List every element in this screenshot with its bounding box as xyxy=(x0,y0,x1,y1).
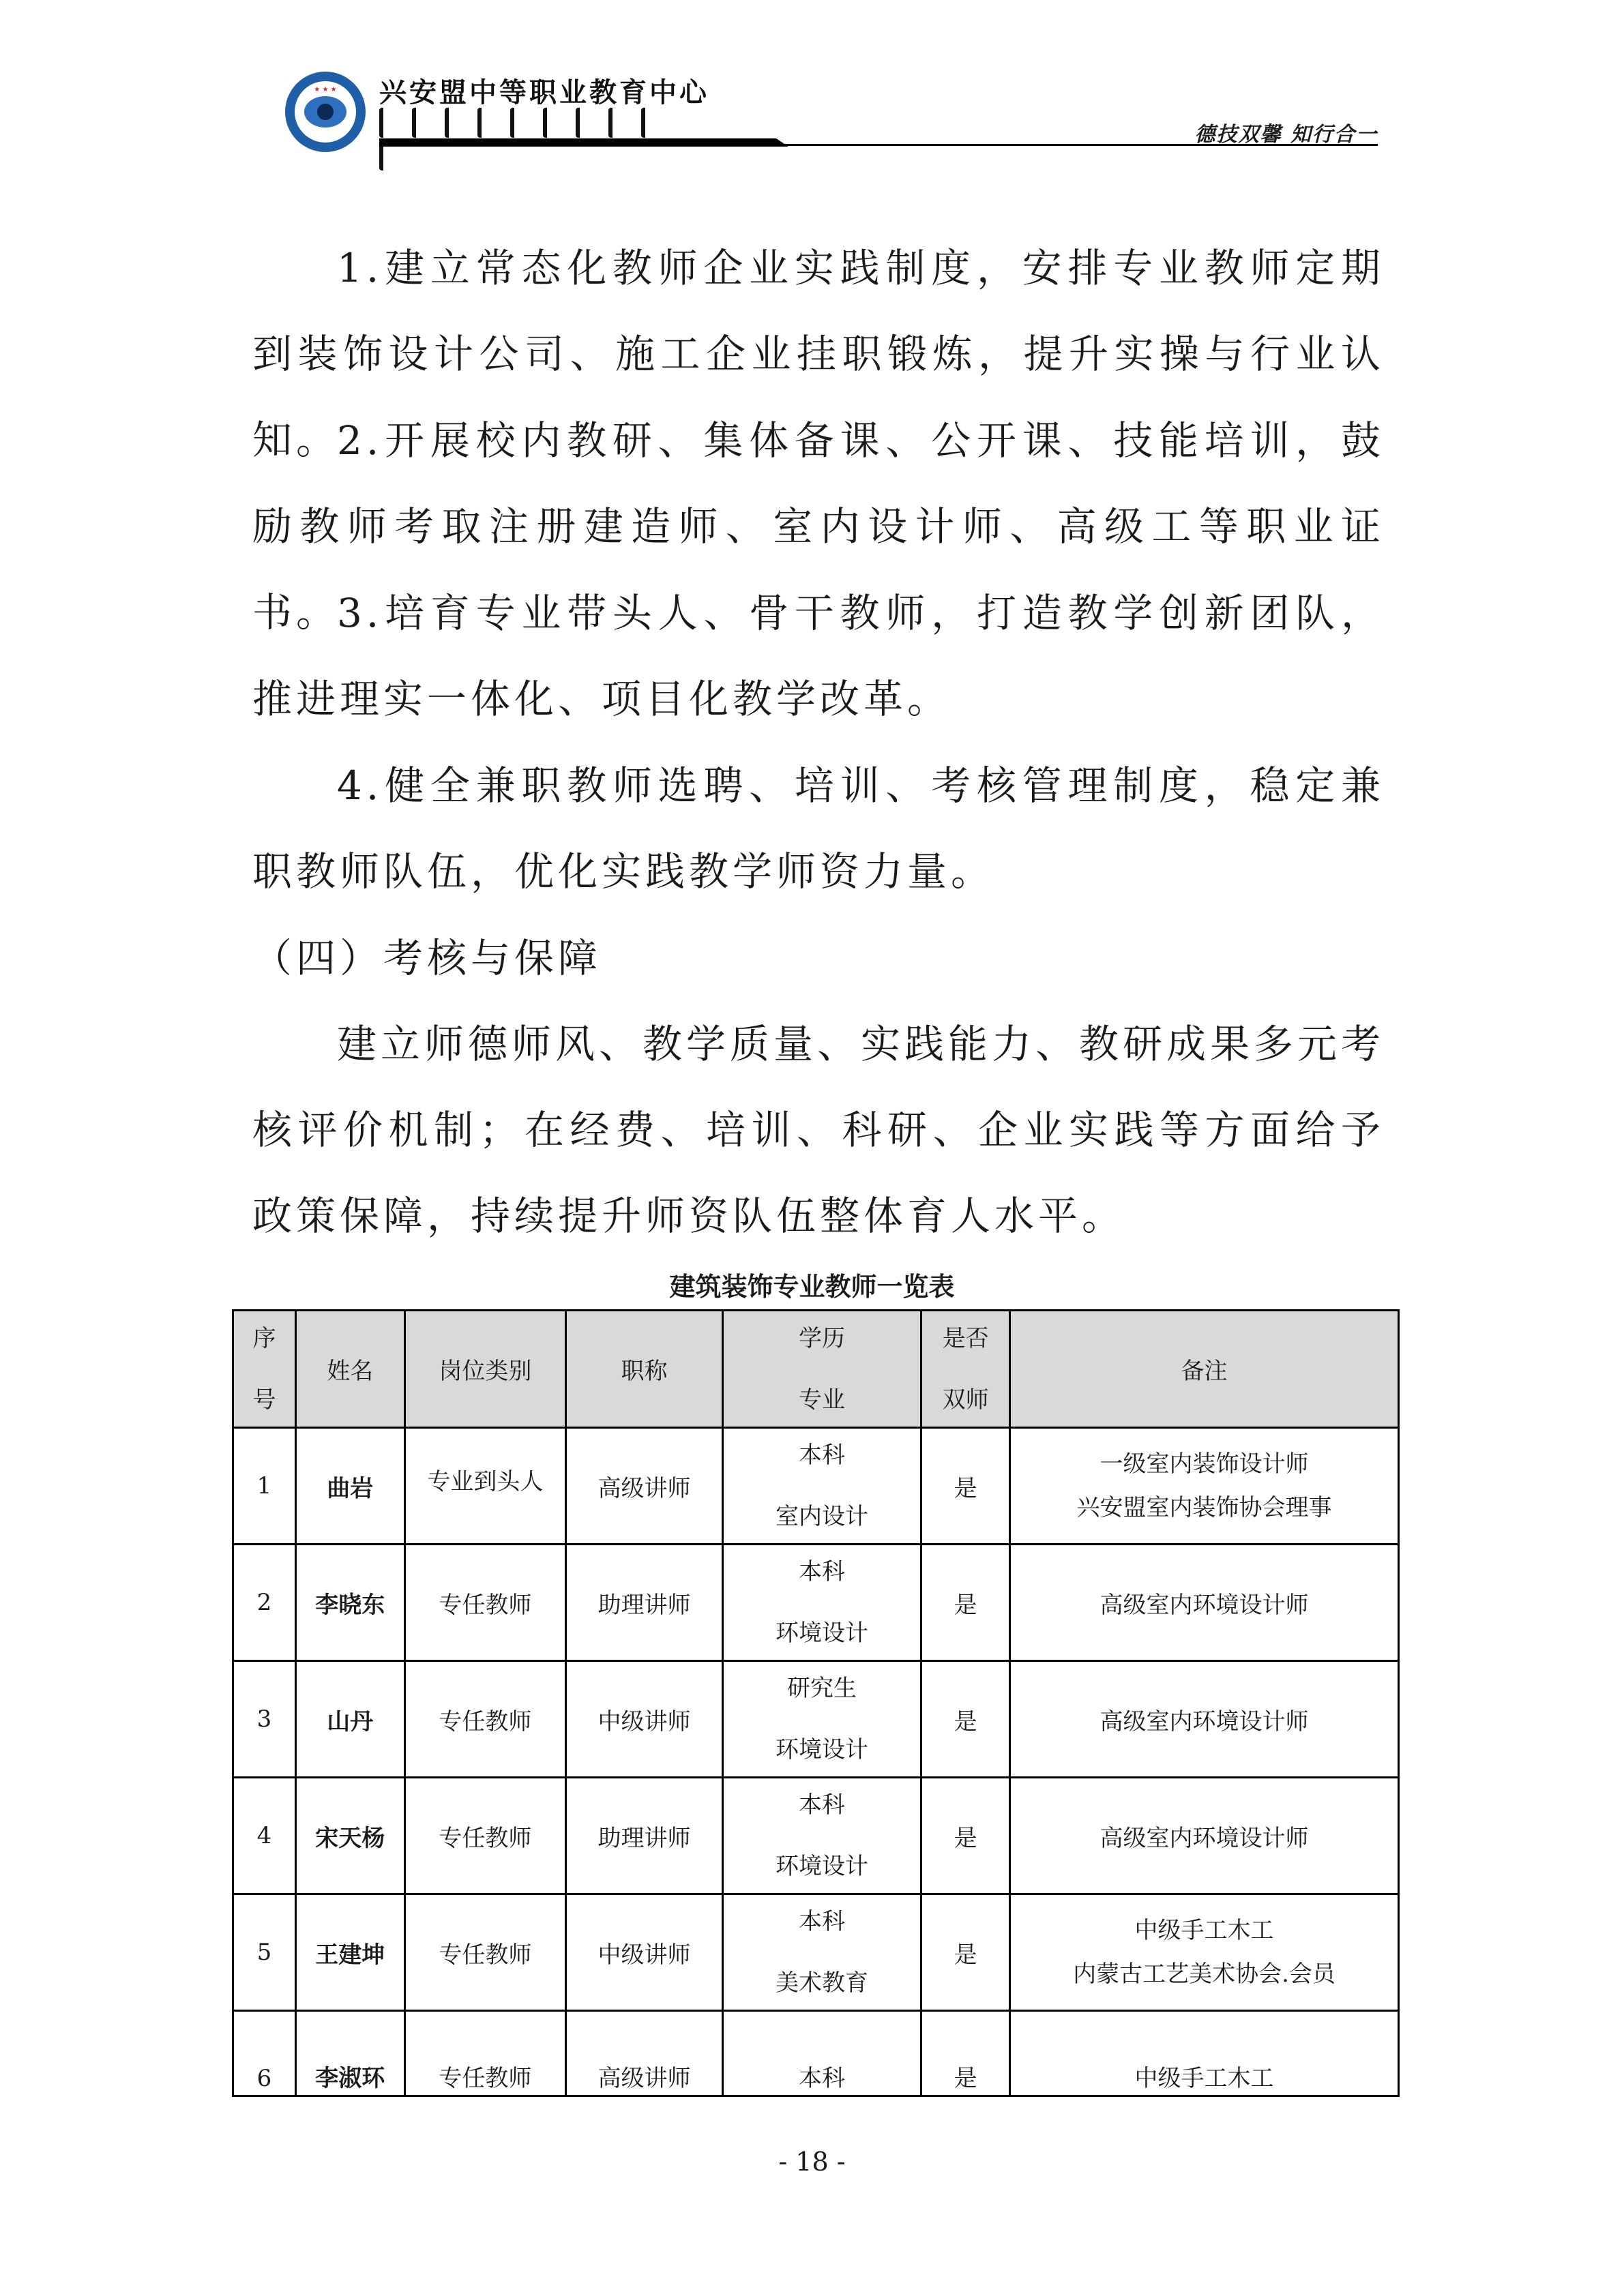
teacher-table xyxy=(232,1309,1400,2097)
table-row xyxy=(233,1428,1399,1545)
cell-name: 宋天杨 xyxy=(295,1778,404,1894)
cell-edu: 本科 环境设计 xyxy=(722,1545,921,1661)
section-heading: （四）考核与保障 xyxy=(252,935,602,981)
table-row xyxy=(233,1778,1399,1894)
school-name: 兴安盟中等职业教育中心 xyxy=(379,76,709,108)
cell-dual: 是 xyxy=(921,2011,1010,2096)
cell-note: 中级手工木工 内蒙古工艺美术协会.会员 xyxy=(1010,1894,1399,2011)
header-dual: 是否 双师 xyxy=(921,1311,1010,1428)
cell-rank: 高级讲师 xyxy=(566,2011,723,2096)
cell-note: 高级室内环境设计师 xyxy=(1010,1545,1399,1661)
table-row xyxy=(233,1894,1399,2011)
paragraph-1: 1.建立常态化教师企业实践制度，安排专业教师定期到装饰设计公司、施工企业挂职锻炼，提升实操与行业认知。 xyxy=(252,245,1385,463)
cell-dual: 是 xyxy=(921,1545,1010,1661)
cell-seq: 3 xyxy=(233,1661,296,1778)
header-edu: 学历 专业 xyxy=(722,1311,921,1428)
cell-edu: 本科 美术教育 xyxy=(722,1894,921,2011)
school-logo-icon: ★ ★ ★ xyxy=(285,72,366,152)
cell-post: 专任教师 xyxy=(404,1545,566,1661)
mongolian-script-name xyxy=(379,108,700,142)
table-row xyxy=(233,1661,1399,1778)
header-seq: 序 号 xyxy=(233,1311,296,1428)
cell-rank: 高级讲师 xyxy=(566,1428,723,1545)
paragraph-4: 4.健全兼职教师选聘、培训、考核管理制度，稳定兼职教师队伍，优化实践教学师资力量。 xyxy=(252,762,1385,895)
cell-dual: 是 xyxy=(921,1428,1010,1545)
cell-dual: 是 xyxy=(921,1661,1010,1778)
cell-name: 王建坤 xyxy=(295,1894,404,2011)
cell-post: 专任教师 xyxy=(404,1661,566,1778)
table-title: 建筑装饰专业教师一览表 xyxy=(669,1272,955,1302)
cell-seq: 2 xyxy=(233,1545,296,1661)
page-number: - 18 - xyxy=(778,2147,846,2177)
header-note: 备注 xyxy=(1010,1311,1399,1428)
cell-post: 专业到头人 xyxy=(404,1428,566,1545)
cell-edu: 本科 xyxy=(722,2011,921,2096)
section-paragraph: 建立师德师风、教学质量、实践能力、教研成果多元考核评价机制；在经费、培训、科研、企业实践等方面给予政策保障，持续提升师资队伍整体育人水平。 xyxy=(252,1021,1385,1239)
header-bar xyxy=(379,138,788,147)
table-row xyxy=(233,1545,1399,1661)
header-post: 岗位类别 xyxy=(404,1311,566,1428)
paragraph-2: 2.开展校内教研、集体备课、公开课、技能培训，鼓励教师考取注册建造师、室内设计师、高级工等职业证书。 xyxy=(252,417,1385,636)
cell-name: 李晓东 xyxy=(295,1545,404,1661)
cell-name: 曲岩 xyxy=(295,1428,404,1545)
cell-note: 高级室内环境设计师 xyxy=(1010,1778,1399,1894)
page-header xyxy=(0,0,1624,157)
cell-seq: 1 xyxy=(233,1428,296,1545)
cell-edu: 本科 室内设计 xyxy=(722,1428,921,1545)
header-name: 姓名 xyxy=(295,1311,404,1428)
cell-dual: 是 xyxy=(921,1778,1010,1894)
cell-post: 专任教师 xyxy=(404,2011,566,2096)
cell-name: 山丹 xyxy=(295,1661,404,1778)
cell-post: 专任教师 xyxy=(404,1894,566,2011)
header-rank: 职称 xyxy=(566,1311,723,1428)
cell-seq: 6 xyxy=(233,2011,296,2096)
cell-name: 李淑环 xyxy=(295,2011,404,2096)
cell-dual: 是 xyxy=(921,1894,1010,2011)
cell-rank: 助理讲师 xyxy=(566,1778,723,1894)
cell-seq: 5 xyxy=(233,1894,296,2011)
school-motto: 德技双馨 知行合一 xyxy=(1194,123,1378,147)
cell-note: 高级室内环境设计师 xyxy=(1010,1661,1399,1778)
paragraph-3: 3.培育专业带头人、骨干教师，打造教学创新团队，推进理实一体化、项目化教学改革。 xyxy=(252,590,1385,722)
cell-edu: 研究生 环境设计 xyxy=(722,1661,921,1778)
cell-rank: 助理讲师 xyxy=(566,1545,723,1661)
cell-rank: 中级讲师 xyxy=(566,1894,723,2011)
table-header-row xyxy=(233,1311,1399,1428)
cell-edu: 本科 环境设计 xyxy=(722,1778,921,1894)
cell-note: 中级手工木工 xyxy=(1010,2011,1399,2096)
cell-seq: 4 xyxy=(233,1778,296,1894)
cell-post: 专任教师 xyxy=(404,1778,566,1894)
table-row xyxy=(233,2011,1399,2096)
cell-rank: 中级讲师 xyxy=(566,1661,723,1778)
cell-note: 一级室内装饰设计师 兴安盟室内装饰协会理事 xyxy=(1010,1428,1399,1545)
